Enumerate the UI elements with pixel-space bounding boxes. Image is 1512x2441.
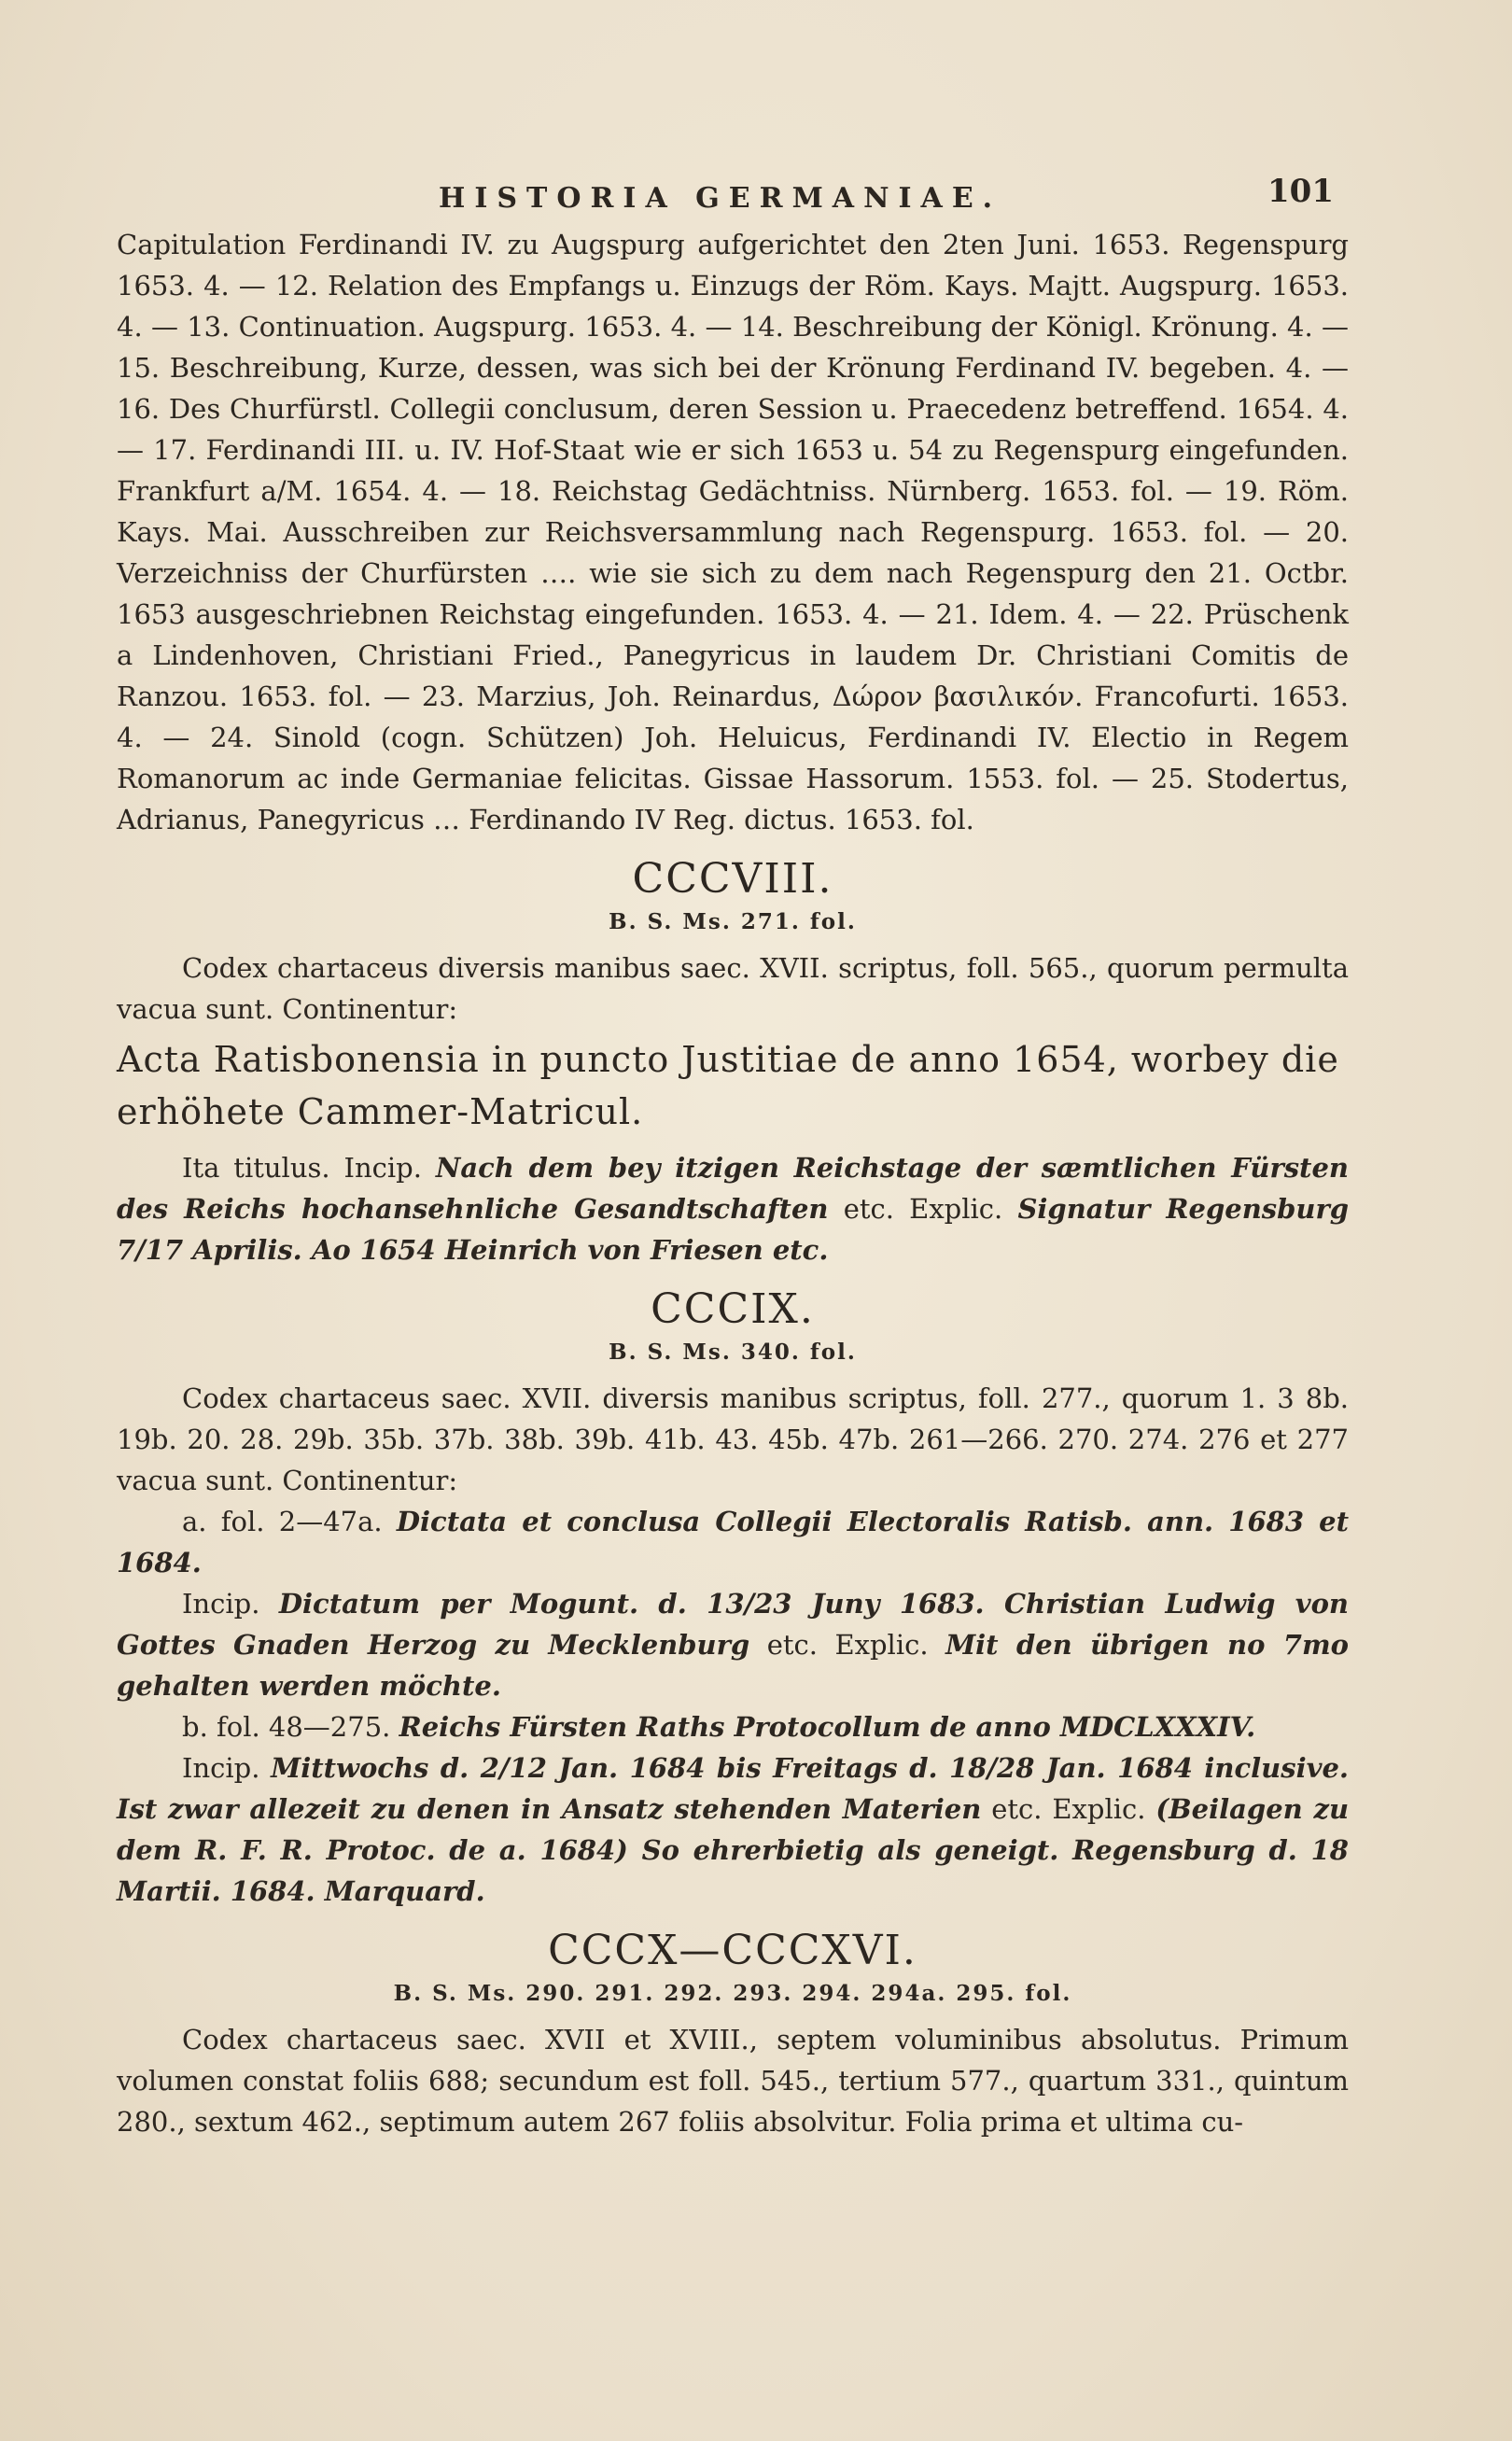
item-a-incipit-text: Dictatum per Mogunt. d. 13/23 Juny 1683. Christian Ludwig von Gottes Gnaden Herzog zu Mecklenburg [117, 1588, 1349, 1661]
item-b-incipit-label: Incip. [182, 1752, 260, 1784]
item-a-explicit-text: Mit den übrigen no 7mo gehalten werden möchte. [117, 1629, 1349, 1702]
item-a-explicit-label: etc. Explic. [766, 1629, 929, 1661]
incipit-text: Nach dem bey itzigen Reichstage der sæmtlichen Fürsten des Reichs hochansehnliche Gesandtschaften [117, 1152, 1349, 1225]
section-heading-cccix: CCCIX. [651, 1285, 815, 1333]
codex-description-cccviii: Codex chartaceus diversis manibus saec. XVII. scriptus, foll. 565., quorum permulta vacua sunt. Continentur: [117, 952, 1349, 1025]
body-text [117, 224, 1349, 2142]
incipit-label: Ita titulus. Incip. [182, 1152, 422, 1184]
page-number: 101 [1267, 173, 1334, 210]
item-a-incipit-label: Incip. [182, 1588, 260, 1620]
section-heading-cccx-cccxvi: CCCX—CCCXVI. [548, 1927, 917, 1974]
shelfmark-cccix: B. S. Ms. 340. fol. [609, 1340, 857, 1365]
codex-description-cccx-cccxvi: Codex chartaceus saec. XVII et XVIII., septem voluminibus absolutus. Primum volumen constat foliis 688; secundum est foll. 545., tertium 577., quartum 331., quintum 280., sextum 462., septimum autem 267 foliis absolvitur. Folia prima et ultima cu- [117, 2024, 1349, 2138]
item-a-title: Dictata et conclusa Collegii Electoralis Ratisb. ann. 1683 et 1684. [117, 1506, 1350, 1578]
shelfmark-cccx-cccxvi: B. S. Ms. 290. 291. 292. 293. 294. 294a. 295. fol. [393, 1981, 1072, 2006]
section-heading-cccviii: CCCVIII. [632, 855, 833, 903]
item-a-incipit [117, 1583, 1349, 1706]
explicit-text: Signatur Regensburg 7/17 Aprilis. Ao 1654 Heinrich von Friesen etc. [117, 1193, 1350, 1266]
item-b-explicit-label: etc. Explic. [991, 1793, 1146, 1825]
incipit-explicit-cccviii [117, 1147, 1349, 1270]
shelfmark-cccviii: B. S. Ms. 271. fol. [609, 909, 857, 934]
item-a [117, 1501, 1349, 1583]
codex-description-cccix: Codex chartaceus saec. XVII. diversis manibus scriptus, foll. 277., quorum 1. 3 8b. 19b. 20. 28. 29b. 35b. 37b. 38b. 39b. 41b. 43. 45b. 47b. 261—266. 270. 274. 276 et 277 vacua sunt. Continentur: [117, 1382, 1349, 1496]
running-title: HISTORIA GERMANIAE. [439, 182, 1002, 215]
explicit-label: etc. Explic. [843, 1193, 1003, 1225]
item-b-incipit [117, 1747, 1349, 1912]
item-b-incipit-text: Mittwochs d. 2/12 Jan. 1684 bis Freitags d. 18/28 Jan. 1684 inclusive. Ist zwar allezeit zu denen in Ansatz stehenden Materien [117, 1752, 1350, 1825]
continued-paragraph: Capitulation Ferdinandi IV. zu Augspurg aufgerichtet den 2ten Juni. 1653. Regenspurg 1653. 4. — 12. Relation des Empfangs u. Einzugs der Röm. Kays. Majtt. Augspurg. 1653. 4. — 13. Continuation. Augspurg. 1653. 4. — 14. Beschreibung der Königl. Krönung. 4. — 15. Beschreibung, Kurze, dessen, was sich bei der Krönung Ferdinand IV. begeben. 4. — 16. Des Churfürstl. Collegii conclusum, deren Session u. Praecedenz betreffend. 1654. 4. — 17. Ferdinandi III. u. IV. Hof-Staat wie er sich 1653 u. 54 zu Regenspurg eingefunden. Frankfurt a/M. 1654. 4. — 18. Reichstag Gedächtniss. Nürnberg. 1653. fol. — 19. Röm. Kays. Mai. Ausschreiben zur Reichsversammlung nach Regenspurg. 1653. fol. — 20. Verzeichniss der Churfürsten …. wie sie sich zu dem nach Regenspurg den 21. Octbr. 1653 ausgeschriebnen Reichstag eingefunden. 1653. 4. — 21. Idem. 4. — 22. Prüschenk a Lindenhoven, Christiani Fried., Panegyricus in laudem Dr. Christiani Comitis de Ranzou. 1653. fol. — 23. Marzius, Joh. Reinardus, Δώρον βασιλικόν. Francofurti. 1653. 4. — 24. Sinold (cogn. Schützen) Joh. Heluicus, Ferdinandi IV. Electio in Regem Romanorum ac inde Germaniae felicitas. Gissae Hassorum. 1553. fol. — 25. Stodertus, Adrianus, Panegyricus … Ferdinando IV Reg. dictus. 1653. fol. [117, 229, 1349, 835]
item-b-label: b. fol. 48—275. [182, 1711, 391, 1743]
item-a-label: a. fol. 2—47a. [182, 1506, 383, 1537]
work-title-cccviii: Acta Ratisbonensia in puncto Justitiae de anno 1654, worbey die erhöhete Cammer-Matricul. [117, 1039, 1339, 1132]
item-b-title: Reichs Fürsten Raths Protocollum de anno MDCLXXXIV. [399, 1711, 1256, 1743]
item-b [117, 1706, 1349, 1747]
page-header [0, 173, 1512, 229]
item-b-explicit-text: (Beilagen zu dem R. F. R. Protoc. de a. 1684) So ehrerbietig als geneigt. Regensburg d. 18 Martii. 1684. Marquard. [117, 1793, 1350, 1907]
